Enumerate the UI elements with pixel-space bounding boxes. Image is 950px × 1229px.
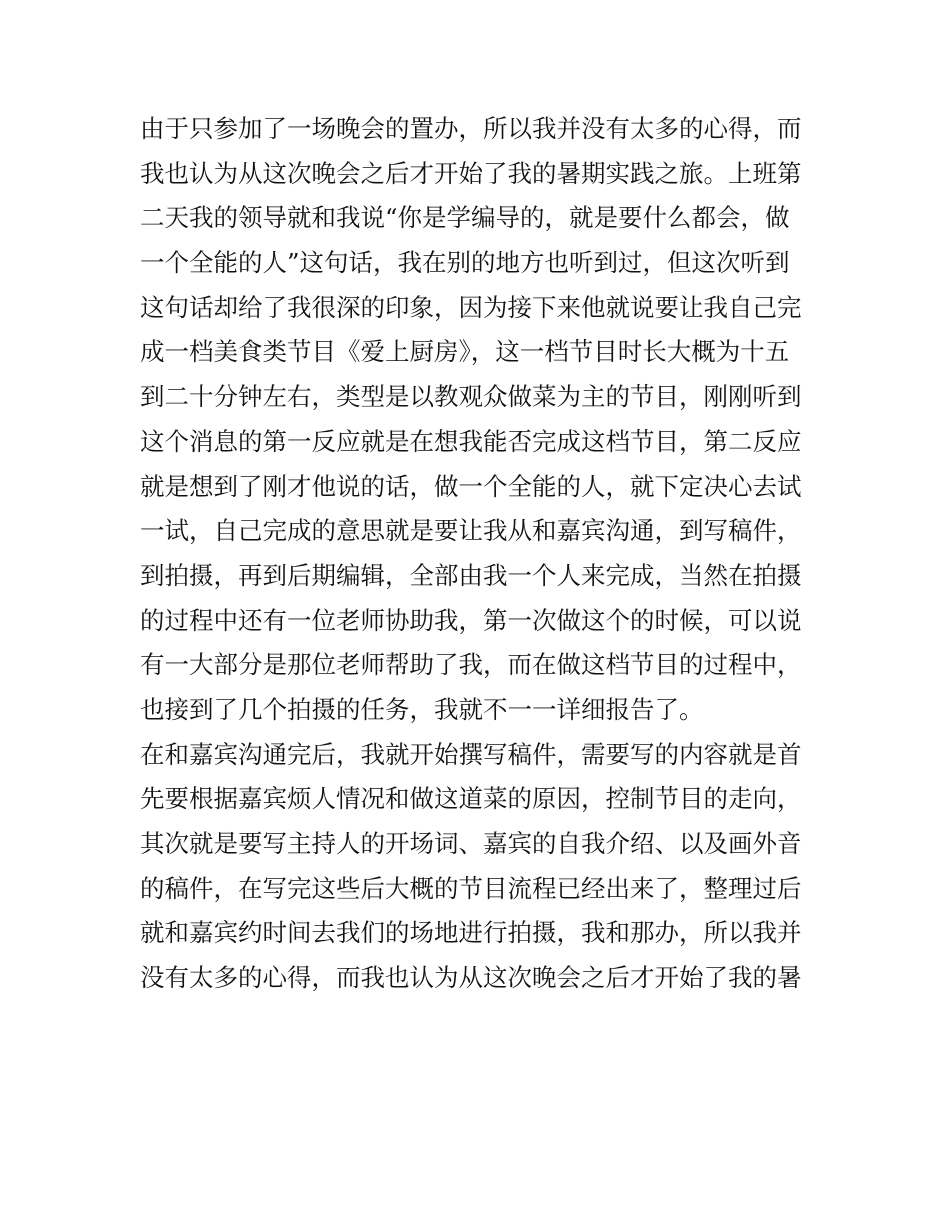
- text-line: 先要根据嘉宾烦人情况和做这道菜的原因，控制节目的走向，: [140, 784, 802, 814]
- text-line: 这个消息的第一反应就是在想我能否完成这档节目，第二反应: [140, 426, 802, 456]
- text-line: 也接到了几个拍摄的任务，我就不一一详细报告了。: [140, 694, 704, 724]
- text-line: 一试，自己完成的意思就是要让我从和嘉宾沟通，到写稿件，: [140, 516, 802, 546]
- text-line: 的稿件，在写完这些后大概的节目流程已经出来了，整理过后: [140, 873, 802, 903]
- text-line: 就和嘉宾约时间去我们的场地进行拍摄，我和那办，所以我并: [140, 918, 802, 948]
- text-line: 成一档美食类节目《爱上厨房》，这一档节目时长大概为十五: [140, 337, 790, 367]
- text-line: 我也认为从这次晚会之后才开始了我的暑期实践之旅。上班第: [140, 158, 802, 188]
- text-line: 到拍摄，再到后期编辑，全部由我一个人来完成，当然在拍摄: [140, 560, 802, 590]
- text-line: 到二十分钟左右，类型是以教观众做菜为主的节目，刚刚听到: [140, 382, 802, 412]
- text-line: 这句话却给了我很深的印象，因为接下来他就说要让我自己完: [140, 292, 802, 322]
- text-line: 由于只参加了一场晚会的置办，所以我并没有太多的心得，而: [140, 114, 802, 143]
- text-line: 二天我的领导就和我说“你是学编导的，就是要什么都会，做: [140, 203, 790, 233]
- text-line: 在和嘉宾沟通完后，我就开始撰写稿件，需要写的内容就是首: [140, 739, 802, 769]
- text-line: 没有太多的心得，而我也认为从这次晚会之后才开始了我的暑: [140, 963, 802, 993]
- body-text: [140, 107, 820, 1001]
- text-line: 就是想到了刚才他说的话，做一个全能的人，就下定决心去试: [140, 471, 802, 501]
- text-line: 其次就是要写主持人的开场词、嘉宾的自我介绍、以及画外音: [140, 829, 802, 858]
- text-line: 一个全能的人”这句话，我在别的地方也听到过，但这次听到: [140, 248, 790, 278]
- text-line: 的过程中还有一位老师协助我，第一次做这个的时候，可以说: [140, 605, 802, 635]
- text-line: 有一大部分是那位老师帮助了我，而在做这档节目的过程中，: [140, 650, 802, 680]
